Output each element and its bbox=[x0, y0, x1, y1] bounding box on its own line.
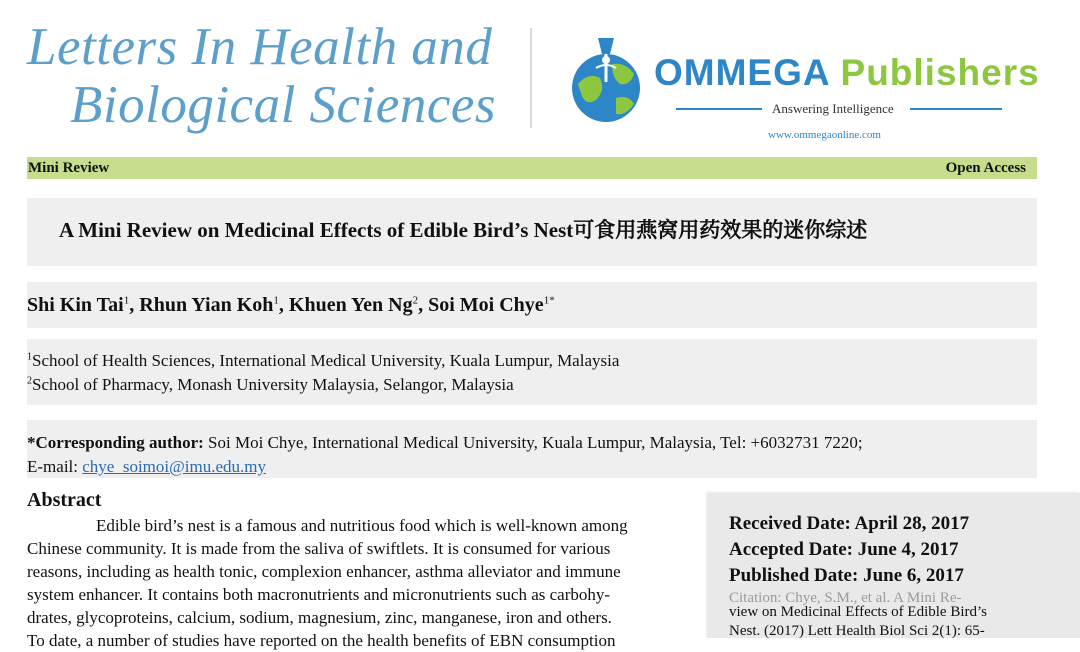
author-name: Shi Kin Tai bbox=[27, 294, 124, 316]
abstract-line: drates, glycoproteins, calcium, sodium, magnesium, zinc, manganese, iron and others. bbox=[27, 608, 612, 627]
corresponding-author-line bbox=[27, 433, 863, 453]
author-affiliation-mark: 1 bbox=[273, 294, 279, 307]
publisher-name bbox=[654, 52, 1040, 94]
journal-title bbox=[27, 18, 527, 134]
author-affiliation-mark: 1 bbox=[123, 294, 130, 307]
citation-line: view on Medicinal Effects of Edible Bird’s bbox=[729, 604, 987, 620]
author-affiliation-mark: 1* bbox=[543, 294, 555, 307]
publisher-globe-logo-icon bbox=[566, 34, 648, 126]
publisher-tagline: Answering Intelligence bbox=[772, 101, 894, 116]
author-name: Rhun Yian Koh bbox=[139, 294, 274, 316]
tagline-rule-left bbox=[676, 108, 762, 110]
article-type-band bbox=[27, 157, 1037, 179]
accepted-date: Accepted Date: June 4, 2017 bbox=[729, 539, 959, 560]
abstract-line: Chinese community. It is made from the saliva of swiftlets. It is consumed for various bbox=[27, 539, 611, 558]
received-date: Received Date: April 28, 2017 bbox=[729, 513, 970, 534]
journal-title-line1: Letters In Health and bbox=[27, 18, 493, 76]
abstract-line: system enhancer. It contains both macronutrients and micronutrients such as carbohy- bbox=[27, 585, 611, 604]
affiliation-line bbox=[27, 351, 619, 371]
email-label: E-mail: bbox=[27, 457, 78, 476]
affiliation-text: School of Health Sciences, International Medical University, Kuala Lumpur, Malaysia bbox=[32, 351, 620, 370]
publisher-name-part1: OMMEGA bbox=[654, 52, 830, 93]
corresponding-author-label: *Corresponding author: bbox=[27, 433, 204, 452]
citation-line: Nest. (2017) Lett Health Biol Sci 2(1): 65- bbox=[729, 623, 985, 639]
publisher-name-part2: Publishers bbox=[840, 52, 1040, 93]
abstract-heading: Abstract bbox=[27, 489, 102, 511]
dates-box bbox=[707, 493, 1080, 638]
email-link[interactable]: chye_soimoi@imu.edu.my bbox=[82, 457, 266, 476]
email-line bbox=[27, 457, 266, 477]
corresponding-author-box bbox=[27, 420, 1037, 478]
authors-box bbox=[27, 282, 1037, 328]
citation-line: Citation: Chye, S.M., et al. A Mini Re- bbox=[729, 590, 962, 606]
article-type-label: Mini Review bbox=[28, 160, 110, 176]
affiliation-line bbox=[27, 375, 514, 395]
header-divider bbox=[530, 28, 532, 128]
article-title: A Mini Review on Medicinal Effects of Edible Bird’s Nest可食用燕窝用药效果的迷你综述 bbox=[59, 218, 868, 242]
open-access-label: Open Access bbox=[945, 160, 1026, 176]
tagline-rule-right bbox=[910, 108, 1002, 110]
title-box bbox=[27, 198, 1037, 266]
abstract-line: To date, a number of studies have reported on the health benefits of EBN consumption bbox=[27, 631, 616, 650]
affiliation-mark: 2 bbox=[27, 375, 32, 387]
author-affiliation-mark: 2 bbox=[412, 294, 419, 307]
publisher-website-link[interactable]: www.ommegaonline.com bbox=[768, 129, 881, 141]
corresponding-author-text: Soi Moi Chye, International Medical University, Kuala Lumpur, Malaysia, Tel: +6032731 7220; bbox=[208, 433, 863, 452]
abstract-body bbox=[27, 514, 717, 652]
journal-title-line2: Biological Sciences bbox=[70, 76, 496, 134]
affiliations-box bbox=[27, 339, 1037, 405]
author-name: Khuen Yen Ng bbox=[288, 294, 413, 316]
published-date: Published Date: June 6, 2017 bbox=[729, 565, 964, 586]
affiliation-mark: 1 bbox=[27, 351, 32, 363]
author-name: Soi Moi Chye bbox=[428, 294, 544, 316]
author-list: Shi Kin Tai$^1$, Rhun Yian Koh$^1$, Khuen Yen Ng$^2$, Soi Moi Chye$^{1*}$ bbox=[27, 294, 555, 316]
abstract-line: Edible bird’s nest is a famous and nutritious food which is well-known among bbox=[96, 516, 628, 535]
affiliation-text: School of Pharmacy, Monash University Malaysia, Selangor, Malaysia bbox=[32, 375, 514, 394]
abstract-line: reasons, including as health tonic, complexion enhancer, asthma alleviator and immune bbox=[27, 562, 621, 581]
